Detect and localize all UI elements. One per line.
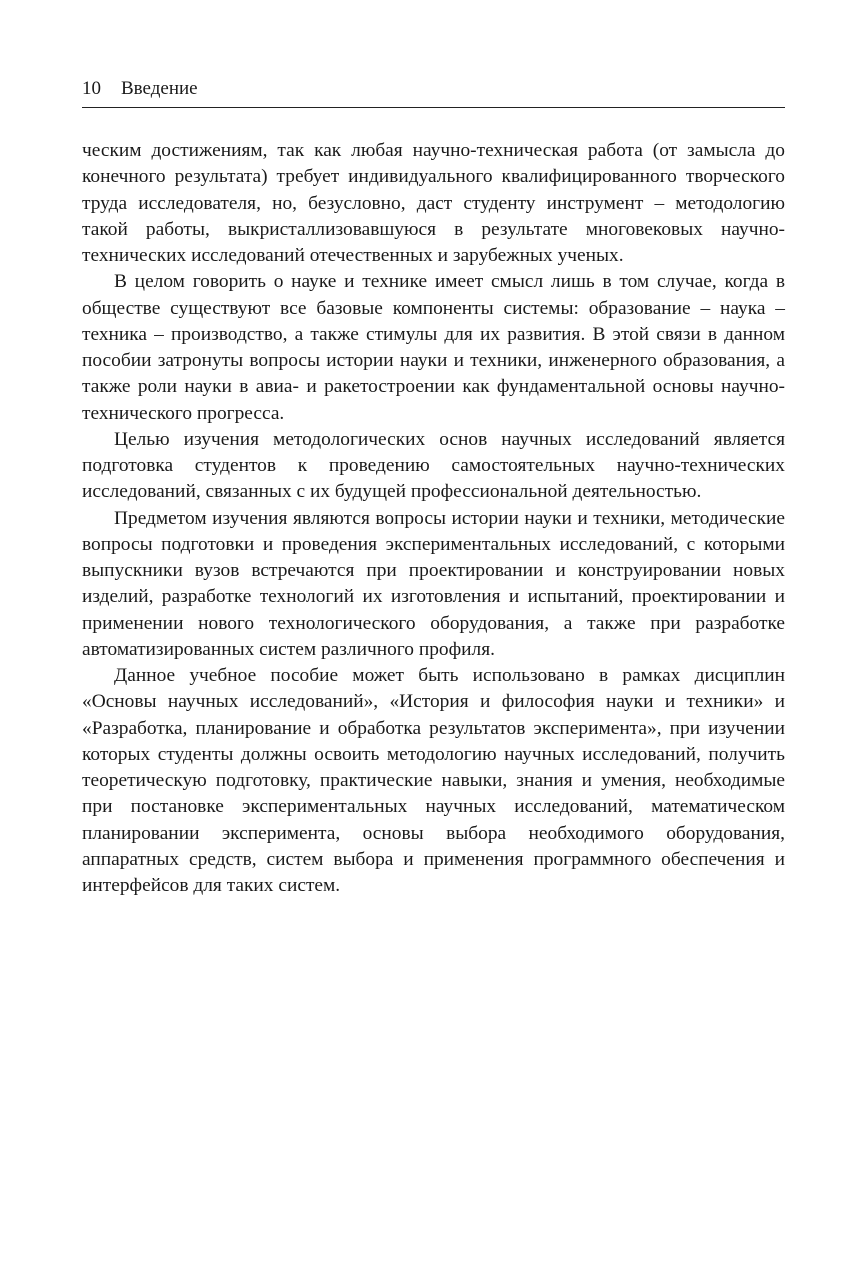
running-header (82, 78, 785, 108)
paragraph: Целью изучения методологических основ научных исследований является подготовка студентов к проведению самостоятельных научно-технических исследований, связанных с их будущей профессиональной деятельностью. (82, 428, 785, 503)
paragraph: В целом говорить о науке и технике имеет смысл лишь в том случае, когда в обществе существуют все базовые компоненты системы: образование – наука – техника – производство, а также стимулы для их развития. В этой связи в данном пособии затронуты вопросы истории науки и техники, инженерного образования, а также роли науки в авиа- и ракетостроении как фундаментальной основы научно-технического прогресса. (82, 271, 785, 424)
paragraph: Предметом изучения являются вопросы истории науки и техники, методические вопросы подготовки и проведения экспериментальных исследований, с которыми выпускники вузов встречаются при проектировании и конструировании новых изделий, разработке технологий их изготовления и испытаний, проектировании и применении нового технологического оборудования, а также при разработке автоматизированных систем различного профиля. (82, 507, 785, 660)
page-number: 10 (82, 78, 101, 99)
body-text (82, 138, 785, 899)
paragraph: Данное учебное пособие может быть использовано в рамках дисциплин «Основы научных исследований», «История и философия науки и техники» и «Разработка, планирование и обработка результатов эксперимента», при изучении которых студенты должны освоить методологию научных исследований, получить теоретическую подготовку, практические навыки, знания и умения, необходимые при постановке экспериментальных научных исследований, математическом планировании эксперимента, основы выбора необходимого оборудования, аппаратных средств, систем выбора и применения программного обеспечения и интерфейсов для таких систем. (82, 665, 785, 896)
book-page (82, 78, 785, 899)
section-title: Введение (121, 78, 198, 99)
paragraph-continued: ческим достижениям, так как любая научно-техническая работа (от замысла до конечного результата) требует индивидуального квалифицированного творческого труда исследователя, но, безусловно, даст студенту инструмент – методологию такой работы, выкристаллизовавшуюся в результате многовековых научно-технических исследований отечественных и зарубежных ученых. (82, 140, 785, 266)
